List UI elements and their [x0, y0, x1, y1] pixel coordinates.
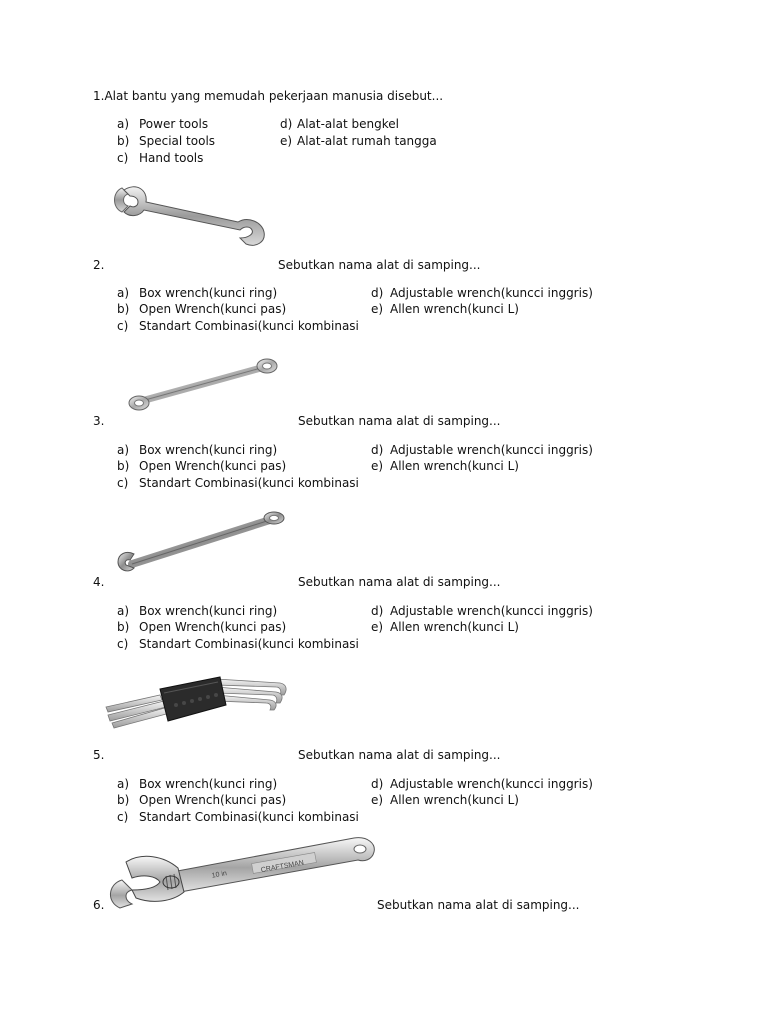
q1-option-c: Hand tools [139, 151, 204, 165]
q5-option-b-key: b) [117, 793, 130, 807]
q2-option-c: Standart Combinasi(kunci kombinasi [139, 319, 359, 333]
q3-option-a-key: a) [117, 443, 130, 457]
box-wrench-image [125, 356, 280, 416]
q4-option-b: Open Wrench(kunci pas) [139, 620, 287, 634]
q5-option-e: Allen wrench(kunci L) [390, 793, 519, 807]
question-1-stem: 1.Alat bantu yang memudah pekerjaan manusia disebut... [93, 89, 444, 103]
question-5-number: 5. [93, 748, 105, 762]
q3-option-c: Standart Combinasi(kunci kombinasi [139, 476, 359, 490]
q3-option-b-key: b) [117, 459, 130, 473]
q2-option-e: Allen wrench(kunci L) [390, 302, 519, 316]
wrench-size-mark: 10 in [211, 870, 228, 880]
q5-option-d: Adjustable wrench(kuncci inggris) [390, 777, 593, 791]
adjustable-wrench-image [102, 832, 378, 916]
question-4-number: 4. [93, 575, 105, 589]
q4-option-c: Standart Combinasi(kunci kombinasi [139, 637, 359, 651]
q2-option-d: Adjustable wrench(kuncci inggris) [390, 286, 593, 300]
q4-option-a: Box wrench(kunci ring) [139, 604, 278, 618]
q1-option-c-key: c) [117, 151, 129, 165]
q2-option-b: Open Wrench(kunci pas) [139, 302, 287, 316]
q2-option-b-key: b) [117, 302, 130, 316]
q2-option-e-key: e) [371, 302, 384, 316]
q4-option-e: Allen wrench(kunci L) [390, 620, 519, 634]
q5-option-e-key: e) [371, 793, 384, 807]
q1-option-e: Alat-alat rumah tangga [297, 134, 437, 148]
q2-option-d-key: d) [371, 286, 384, 300]
q4-option-e-key: e) [371, 620, 384, 634]
q2-option-c-key: c) [117, 319, 129, 333]
q3-option-d: Adjustable wrench(kuncci inggris) [390, 443, 593, 457]
q1-option-b-key: b) [117, 134, 130, 148]
q1-option-a: Power tools [139, 117, 209, 131]
open-wrench-image [108, 180, 270, 250]
question-6-number: 6. [93, 898, 105, 912]
q5-option-a: Box wrench(kunci ring) [139, 777, 278, 791]
combination-wrench-image [112, 508, 287, 578]
q3-option-a: Box wrench(kunci ring) [139, 443, 278, 457]
question-2-prompt: Sebutkan nama alat di samping... [278, 258, 481, 272]
q4-option-a-key: a) [117, 604, 130, 618]
q4-option-c-key: c) [117, 637, 129, 651]
question-5-prompt: Sebutkan nama alat di samping... [298, 748, 501, 762]
q4-option-d: Adjustable wrench(kuncci inggris) [390, 604, 593, 618]
q1-option-d: Alat-alat bengkel [297, 117, 399, 131]
question-2-number: 2. [93, 258, 105, 272]
question-3-number: 3. [93, 414, 105, 428]
question-6-prompt: Sebutkan nama alat di samping... [377, 898, 580, 912]
q4-option-d-key: d) [371, 604, 384, 618]
q3-option-e: Allen wrench(kunci L) [390, 459, 519, 473]
q1-option-e-key: e) [280, 134, 293, 148]
craftsman-brand-mark: CRAFTSMAN [260, 859, 305, 875]
q5-option-b: Open Wrench(kunci pas) [139, 793, 287, 807]
allen-wrench-set-image [104, 665, 296, 733]
q5-option-c-key: c) [117, 810, 129, 824]
q1-option-a-key: a) [117, 117, 130, 131]
q5-option-a-key: a) [117, 777, 130, 791]
q3-option-c-key: c) [117, 476, 129, 490]
q5-option-c: Standart Combinasi(kunci kombinasi [139, 810, 359, 824]
q2-option-a: Box wrench(kunci ring) [139, 286, 278, 300]
q3-option-e-key: e) [371, 459, 384, 473]
question-4-prompt: Sebutkan nama alat di samping... [298, 575, 501, 589]
q1-option-d-key: d) [280, 117, 293, 131]
q5-option-d-key: d) [371, 777, 384, 791]
q3-option-b: Open Wrench(kunci pas) [139, 459, 287, 473]
question-3-prompt: Sebutkan nama alat di samping... [298, 414, 501, 428]
q2-option-a-key: a) [117, 286, 130, 300]
q1-option-b: Special tools [139, 134, 216, 148]
q4-option-b-key: b) [117, 620, 130, 634]
q3-option-d-key: d) [371, 443, 384, 457]
